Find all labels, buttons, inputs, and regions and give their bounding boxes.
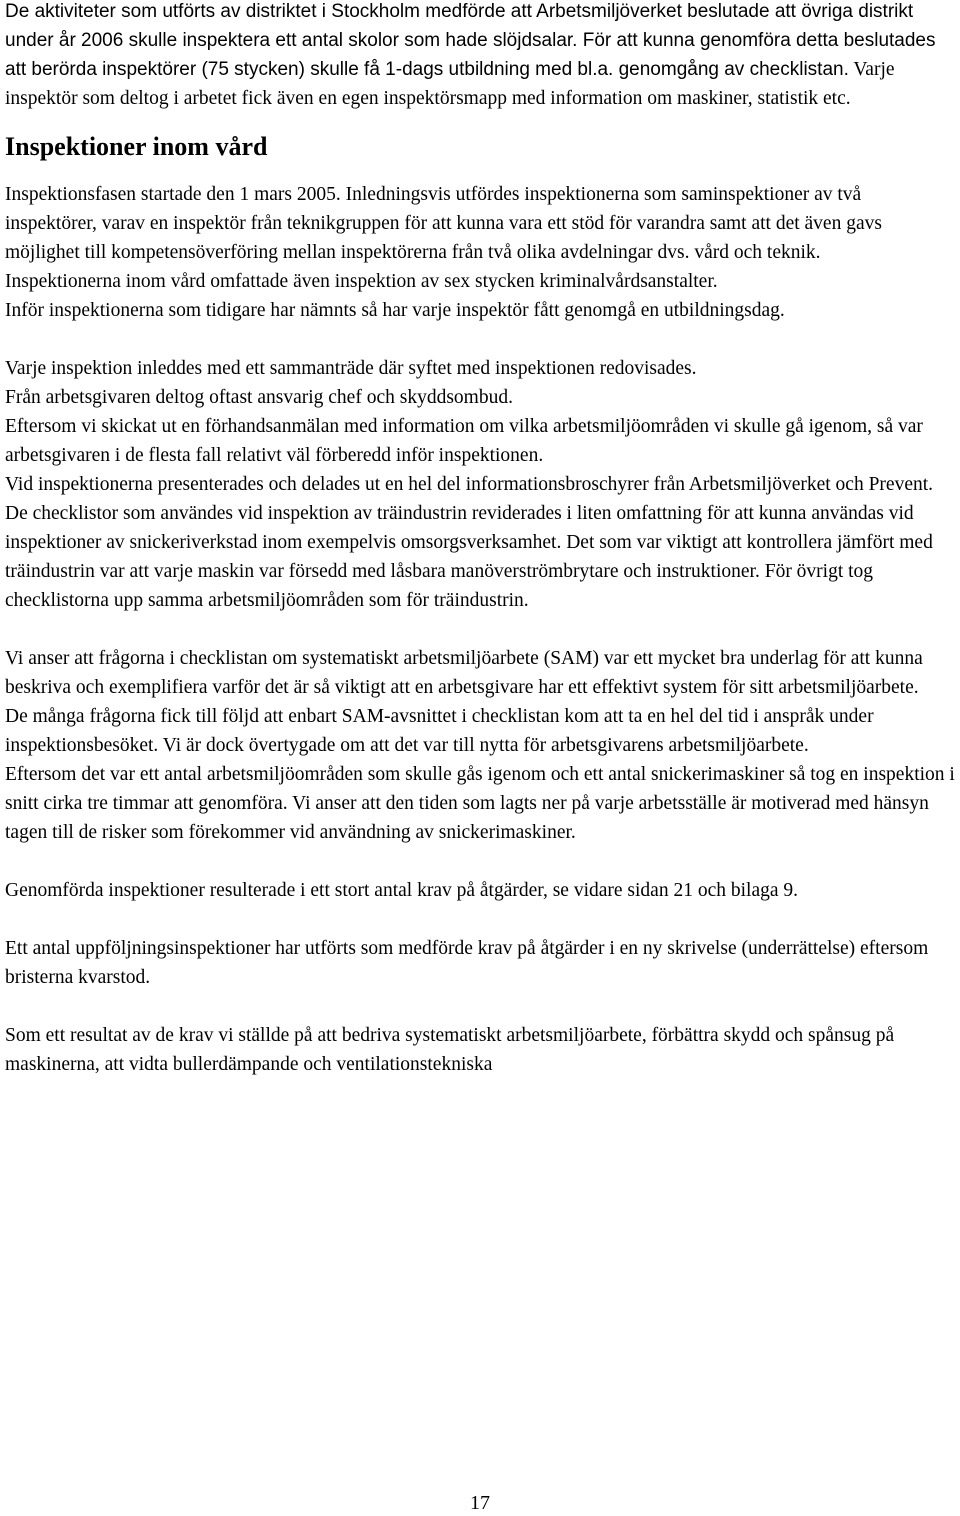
paragraph-arbetsgivaren: Från arbetsgivaren deltog oftast ansvarig chef och skyddsombud. [5,387,513,408]
intro-sans-text: De aktiviteter som utförts av distriktet i Stockholm medförde att Arbetsmiljöverket beslutade att övriga distrikt under år 2006 skulle inspektera ett antal skolor som hade slöjdsalar. För att kunna genomföra detta beslutades att berörda inspektörer (75 stycken) skulle få 1-dags utbildning med bl.a. genomgång av checklistan. [5,1,936,80]
section-heading: Inspektioner inom vård [5,132,268,161]
intro-paragraph [5,0,957,113]
paragraph-tidsatgang: Eftersom det var ett antal arbetsmiljöområden som skulle gås igenom och ett antal snickerimaskiner så tog en inspektion i snitt cirka tre timmar att genomföra. Vi anser att den tiden som lagts ner på varje arbetsställe är motiverad med hänsyn tagen till de risker som förekommer vid användning av snickerimaskiner. [5,764,955,843]
paragraph-kriminalvard: Inspektionerna inom vård omfattade även inspektion av sex stycken kriminalvårdsanstalter. [5,271,718,292]
paragraph-checklistor: De checklistor som användes vid inspektion av träindustrin reviderades i liten omfattning för att kunna användas vid inspektioner av snickeriverkstad inom exempelvis omsorgsverksamhet. Det som var viktigt att kontrollera jämfört med träindustrin var att varje maskin var försedd med låsbara manöverströmbrytare och instruktioner. För övrigt tog checklistorna upp samma arbetsmiljöområden som för träindustrin. [5,503,933,611]
paragraph-sammantrade: Varje inspektion inleddes med ett sammanträde där syftet med inspektionen redovisades. [5,358,697,379]
paragraph-gap [5,325,957,354]
paragraph-krav: Genomförda inspektioner resulterade i ett stort antal krav på åtgärder, se vidare sidan 21 och bilaga 9. [5,880,799,901]
page-number: 17 [470,1492,490,1514]
paragraph-gap [5,905,957,934]
paragraph-forhandsanmalan: Eftersom vi skickat ut en förhandsanmälan med information om vilka arbetsmiljöområden vi skulle gå igenom, så var arbetsgivaren i de flesta fall relativt väl förberedd inför inspektionen. [5,416,923,466]
document-page [5,0,957,1079]
paragraph-gap [5,847,957,876]
paragraph-gap [5,992,957,1021]
intro-serif-text: Varje inspektör som deltog i arbetet fick även en egen inspektörsmapp med information om maskiner, statistik etc. [5,59,895,109]
paragraph-sam: Vi anser att frågorna i checklistan om systematiskt arbetsmiljöarbete (SAM) var ett mycket bra underlag för att kunna beskriva och exemplifiera varför det är så viktigt att en arbetsgivare har ett effektivt system för sitt arbetsmiljöarbete. [5,648,923,698]
paragraph-uppfoljning: Ett antal uppföljningsinspektioner har utförts som medförde krav på åtgärder i en ny skrivelse (underrättelse) eftersom bristerna kvarstod. [5,938,929,988]
paragraph-start-date: Inspektionsfasen startade den 1 mars 2005. Inledningsvis utfördes inspektionerna som saminspektioner av två inspektörer, varav en inspektör från teknikgruppen för att kunna vara ett stöd för varandra samt att det även gavs möjlighet till kompetensöverföring mellan inspektörerna från två olika avdelningar dvs. vård och teknik. [5,184,882,263]
paragraph-fragorna: De många frågorna fick till följd att enbart SAM-avsnittet i checklistan kom att ta en hel del tid i anspråk under inspektionsbesöket. Vi är dock övertygade om att det var till nytta för arbetsgivarens arbetsmiljöarbete. [5,706,874,756]
paragraph-gap [5,615,957,644]
paragraph-resultat: Som ett resultat av de krav vi ställde på att bedriva systematiskt arbetsmiljöarbete, förbättra skydd och spånsug på maskinerna, att vidta bullerdämpande och ventilationstekniska [5,1025,895,1075]
paragraph-broschyrer: Vid inspektionerna presenterades och delades ut en hel del informationsbroschyrer från Arbetsmiljöverket och Prevent. [5,474,934,495]
paragraph-utbildningsdag: Inför inspektionerna som tidigare har nämnts så har varje inspektör fått genomgå en utbildningsdag. [5,300,785,321]
